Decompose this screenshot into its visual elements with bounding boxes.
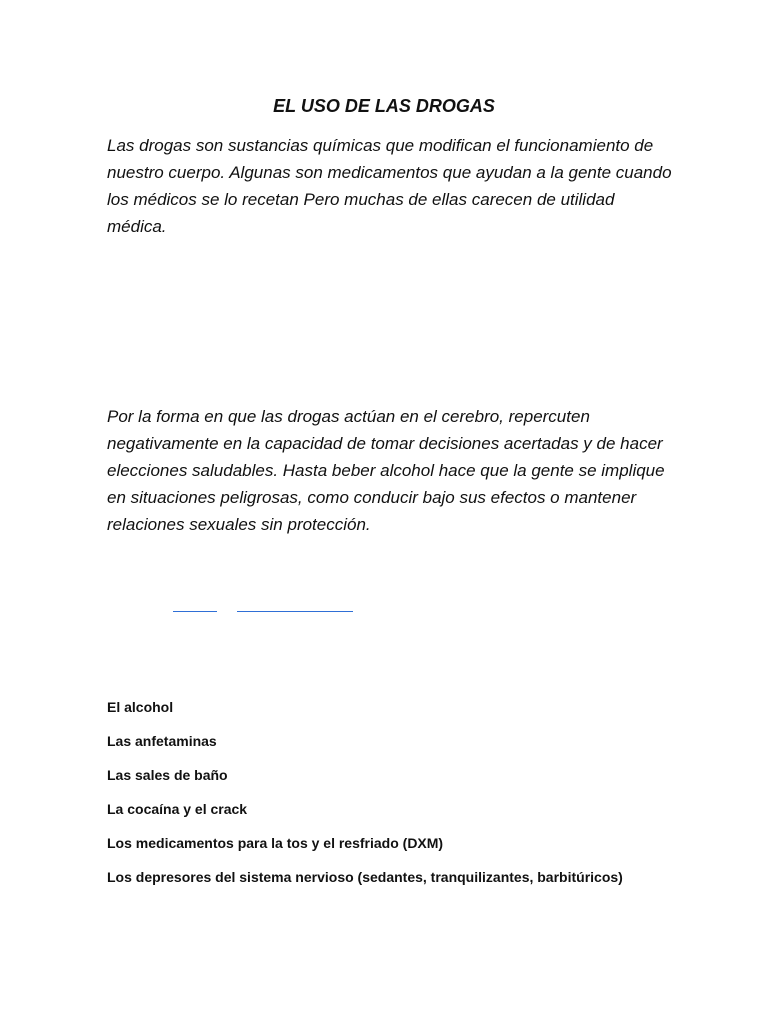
page-title: EL USO DE LAS DROGAS [273, 96, 495, 116]
effects-paragraph: Por la forma en que las drogas actúan en el cerebro, repercuten negativamente en la capacidad de tomar decisiones acertadas y de hacer elecciones saludables. Hasta beber alcohol hace que la gente se implique en situaciones peligrosas, como conducir bajo sus efectos o mantener relaciones sexuales sin protección. [107, 407, 665, 534]
hyperlink-underline-long[interactable] [237, 611, 353, 612]
hyperlink-underline-short[interactable] [173, 611, 217, 612]
list-item: Las sales de baño [107, 767, 228, 783]
list-item: El alcohol [107, 699, 174, 715]
list-item: Los depresores del sistema nervioso (sedantes, tranquilizantes, barbitúricos) [107, 869, 623, 885]
list-item: Los medicamentos para la tos y el resfriado (DXM) [107, 835, 444, 851]
list-item: Las anfetaminas [107, 733, 217, 749]
list-item: La cocaína y el crack [107, 801, 248, 817]
intro-paragraph: Las drogas son sustancias químicas que modifican el funcionamiento de nuestro cuerpo. Algunas son medicamentos que ayudan a la gente cuando los médicos se lo recetan Pero muchas de ellas carecen de utilidad médica. [107, 136, 672, 236]
drug-list [107, 696, 667, 900]
